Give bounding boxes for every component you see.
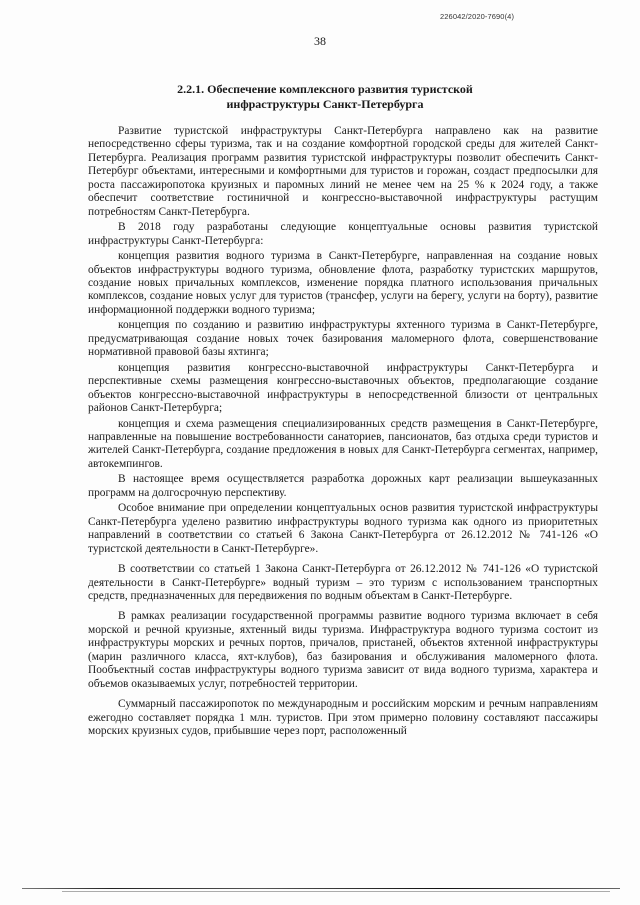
list-item-concept: концепция развития конгрессно-выставочной инфраструктуры Санкт-Петербурга и перспективные схемы размещения конгрессно-выставочных объектов, предполагающие создание объектов конгрессно-выставочной инфраструктуры в непосредственной близости от центральных районов Санкт-Петербурга;: [88, 361, 598, 415]
paragraph: В настоящее время осуществляется разработка дорожных карт реализации вышеуказанных программ на долгосрочную перспективу.: [88, 473, 598, 499]
scan-bottom-edge-line: [22, 885, 620, 893]
list-item-concept: концепция и схема размещения специализированных средств размещения в Санкт-Петербурге, направленные на повышение востребованности санаториев, пансионатов, баз отдыха среди туристов и жителей Санкт-Петербурга, создание предложения в новых для Санкт-Петербурга сегментах, например, автокемпингов.: [88, 417, 598, 470]
paragraph: Суммарный пассажиропоток по международным и российским морским и речным направлениям ежегодно составляет порядка 1 млн. туристов. При этом примерно половину составляют пассажиры морских круизных судов, прибывшие через порт, расположенный: [88, 698, 598, 738]
list-item-concept: концепция по созданию и развитию инфраструктуры яхтенного туризма в Санкт-Петербурге, предусматривающая создание новых точек базирования маломерного флота, совершенствование нормативной правовой базы яхтинга;: [88, 319, 598, 359]
paragraph: Развитие туристской инфраструктуры Санкт-Петербурга направлено как на развитие непосредственно сферы туризма, так и на создание комфортной городской среды для жителей Санкт-Петербурга. Реализация программ развития туристской инфраструктуры позволит обеспечить Санкт-Петербург объектами, интересными и комфортными для туристов и горожан, создаст предпосылки для роста пассажиропотока круизных и паромных линий не менее чем на 25 % к 2024 году, а также обеспечит соответствие гостиничной и конгрессно-выставочной инфраструктуры растущим потребностям Санкт-Петербурга.: [88, 125, 598, 218]
page-number: 38: [314, 34, 326, 48]
section-heading: 2.2.1. Обеспечение комплексного развития туристской инфраструктуры Санкт-Петербурга: [177, 82, 473, 111]
paragraph: В рамках реализации государственной программы развитие водного туризма включает в себя морской и речной круизные, яхтенный виды туризма. Инфраструктура водного туризма состоит из инфраструктуры морских и речных портов, причалов, пристаней, объектов яхтенной инфраструктуры (марин различного класса, яхт-клубов), баз базирования и обслуживания маломерного флота. Пообъектный состав инфраструктуры водного туризма зависит от вида водного туризма, характера и объемов оказываемых услуг, потребностей территории.: [88, 610, 598, 690]
list-item-concept: концепция развития водного туризма в Санкт-Петербурге, направленная на создание новых объектов инфраструктуры водного туризма, обновление флота, разработку туристских маршрутов, создание новых причальных комплексов, изменение порядка платного использования причальных комплексов, создание новых услуг для туристов (трансфер, услуги на берегу, услуги на борту), развитие информационной поддержки водного туризма;: [88, 250, 598, 316]
footer-rule: [22, 888, 620, 889]
document-registration-number: 226042/2020-7690(4): [440, 12, 515, 21]
paragraph: В соответствии со статьей 1 Закона Санкт-Петербурга от 26.12.2012 № 741-126 «О туристской деятельности в Санкт-Петербурге» водный туризм – это туризм с использованием транспортных средств, предназначенных для передвижения по водным объектам в Санкт-Петербурге.: [88, 563, 598, 602]
footer-rule-shadow: [62, 891, 610, 892]
paragraph: В 2018 году разработаны следующие концептуальные основы развития туристской инфраструктуры Санкт-Петербурга:: [88, 221, 598, 247]
document-body: [88, 125, 598, 740]
paragraph: Особое внимание при определении концептуальных основ развития туристской инфраструктуры Санкт-Петербурга уделено развитию инфраструктуры водного туризма как одного из приоритетных направлений в соответствии со статьей 6 Закона Санкт-Петербурга от 26.12.2012 № 741-126 «О туристской деятельности в Санкт-Петербурге».: [88, 502, 598, 555]
